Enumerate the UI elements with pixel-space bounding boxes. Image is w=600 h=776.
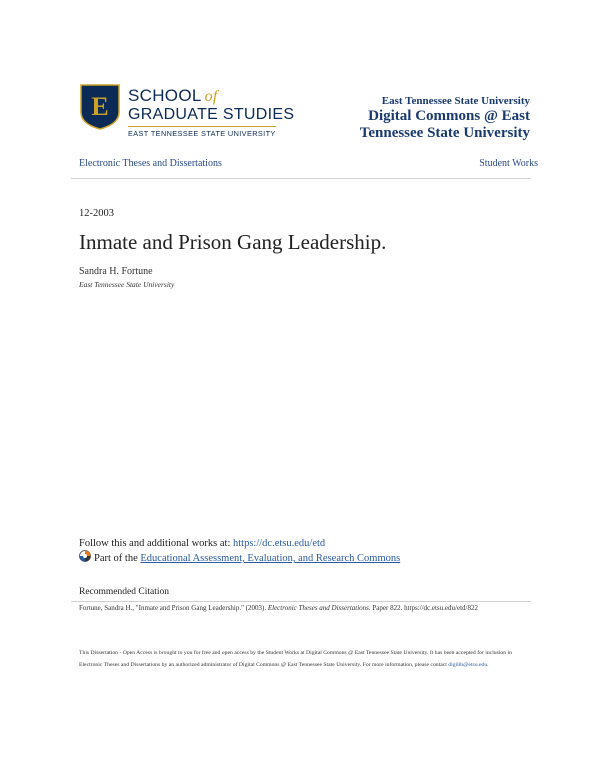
logo-school-word: SCHOOL (128, 86, 202, 105)
repository-title-line2[interactable]: Tennessee State University (359, 125, 530, 141)
header-divider (71, 178, 531, 179)
citation-before: Fortune, Sandra H., "Inmate and Prison Gang Leadership." (2003). (79, 604, 268, 612)
collection-link[interactable]: Electronic Theses and Dissertations (79, 158, 222, 169)
follow-link[interactable]: https://dc.etsu.edu/etd (233, 538, 326, 549)
logo-graduate-text: GRADUATE STUDIES (128, 106, 295, 123)
author-affiliation: East Tennessee State University (79, 280, 175, 289)
follow-line (79, 538, 325, 549)
part-of-line (94, 553, 400, 564)
access-notice (79, 648, 531, 671)
notice-end: . (487, 661, 489, 668)
repository-title-line1[interactable]: Digital Commons @ East (368, 108, 530, 124)
repository-university[interactable]: East Tennessee State University (381, 95, 530, 107)
network-icon (79, 550, 91, 562)
shield-letter: E (91, 92, 109, 121)
etsu-shield-logo (80, 84, 120, 130)
citation-journal: Electronic Theses and Dissertations. (267, 604, 371, 612)
publication-date: 12-2003 (79, 208, 114, 219)
document-title: Inmate and Prison Gang Leadership. (79, 230, 387, 254)
citation-divider (71, 601, 531, 602)
citation-heading: Recommended Citation (79, 587, 169, 597)
logo-school-text (128, 86, 218, 106)
contact-email-link[interactable]: digilib@etsu.edu (448, 661, 488, 668)
student-works-link[interactable]: Student Works (479, 158, 538, 169)
notice-text: This Dissertation - Open Access is brought to you for free and open access by the Student Works at Digital Commons @ East Tennessee State University. It has been accepted for inclusion in Electronic Theses and Dissertations by an authorized administrator of Digital Commons @ East Tennessee State University. For more information, please contact (79, 650, 512, 668)
follow-prefix: Follow this and additional works at: (79, 538, 233, 549)
part-of-prefix: Part of the (94, 553, 141, 564)
author-name: Sandra H. Fortune (79, 266, 153, 277)
logo-university-text: EAST TENNESSEE STATE UNIVERSITY (128, 129, 276, 138)
citation-text (79, 603, 529, 614)
citation-after: Paper 822. https://dc.etsu.edu/etd/822 (370, 604, 478, 612)
logo-of-word: of (204, 88, 218, 105)
logo-divider (128, 126, 276, 127)
commons-link[interactable]: Educational Assessment, Evaluation, and Research Commons (140, 553, 401, 564)
